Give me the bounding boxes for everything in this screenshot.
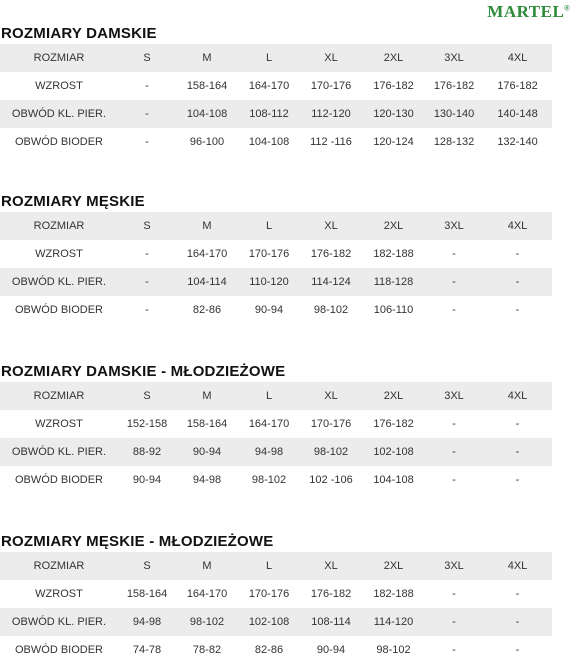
size-value-cell: 128-132 (433, 136, 475, 148)
size-value-cell: 182-188 (373, 248, 414, 260)
size-value-cell: 112 -116 (310, 136, 352, 148)
size-value-cell: 108-112 (238, 100, 300, 128)
size-value-cell: - (515, 644, 520, 656)
size-chart-section (0, 192, 552, 324)
size-value-cell: 164-170 (186, 248, 228, 260)
size-value-cell: 130-140 (425, 100, 483, 128)
size-value-cell: 170-176 (310, 80, 352, 92)
size-value-cell: 98-102 (376, 644, 411, 656)
size-header-cell: 4XL (483, 44, 552, 72)
size-value-cell: 90-94 (176, 438, 238, 466)
size-header-cell: 4XL (483, 382, 552, 410)
table-row (0, 128, 552, 156)
size-value-cell: 152-158 (126, 418, 168, 430)
table-row (0, 410, 552, 438)
size-value-cell: 114-124 (300, 268, 362, 296)
size-value-cell: 94-98 (238, 438, 300, 466)
size-value-cell: 104-108 (373, 474, 414, 486)
row-label: ROZMIAR (0, 212, 118, 240)
size-table (0, 552, 552, 664)
size-header-cell: 2XL (362, 44, 425, 72)
size-value-cell: - (515, 248, 520, 260)
row-label: ROZMIAR (0, 44, 118, 72)
size-value-cell: 176-182 (310, 248, 352, 260)
size-value-cell: 140-148 (483, 100, 552, 128)
row-label: WZROST (35, 80, 83, 92)
size-value-cell: 98-102 (313, 304, 349, 316)
size-value-cell: 112-120 (300, 100, 362, 128)
size-header-cell: 3XL (425, 212, 483, 240)
row-label: ROZMIAR (0, 382, 118, 410)
size-header-cell: M (176, 382, 238, 410)
size-value-cell: 90-94 (316, 644, 346, 656)
table-row (0, 580, 552, 608)
size-value-cell: 120-124 (373, 136, 414, 148)
size-value-cell: 90-94 (132, 474, 162, 486)
size-value-cell: 182-188 (373, 588, 414, 600)
size-chart-section (0, 532, 552, 664)
table-row (0, 100, 552, 128)
size-header-cell: 3XL (425, 552, 483, 580)
size-header-cell: L (238, 552, 300, 580)
size-value-cell: 90-94 (254, 304, 284, 316)
size-table (0, 382, 552, 494)
size-value-cell: - (145, 136, 149, 148)
size-value-cell: - (425, 608, 483, 636)
section-title: ROZMIARY DAMSKIE - MŁODZIEŻOWE (1, 363, 286, 380)
size-value-cell: 104-108 (248, 136, 290, 148)
size-header-cell: 2XL (362, 382, 425, 410)
size-value-cell: 98-102 (176, 608, 238, 636)
size-value-cell: 82-86 (192, 304, 222, 316)
size-value-cell: 74-78 (132, 644, 162, 656)
row-label: OBWÓD BIODER (14, 304, 103, 316)
size-value-cell: 170-176 (310, 418, 352, 430)
size-header-cell: 3XL (425, 44, 483, 72)
size-value-cell: 176-182 (310, 588, 352, 600)
size-header-cell: S (118, 382, 176, 410)
row-label: OBWÓD BIODER (14, 474, 103, 486)
size-header-cell: XL (300, 382, 362, 410)
size-value-cell: - (515, 418, 520, 430)
table-header-row (0, 382, 552, 410)
table-header-row (0, 44, 552, 72)
size-value-cell: 118-128 (362, 268, 425, 296)
size-value-cell: - (483, 608, 552, 636)
brand-logo (487, 2, 570, 22)
section-title: ROZMIARY MĘSKIE - MŁODZIEŻOWE (1, 533, 274, 550)
table-row (0, 466, 552, 494)
size-value-cell: - (452, 248, 456, 260)
brand-logo-text: MARTEL (487, 2, 565, 21)
section-title: ROZMIARY MĘSKIE (1, 193, 145, 210)
size-value-cell: 158-164 (186, 80, 228, 92)
row-label: OBWÓD BIODER (14, 136, 103, 148)
size-value-cell: 158-164 (186, 418, 228, 430)
size-value-cell: 98-102 (300, 438, 362, 466)
size-value-cell: 102 -106 (309, 474, 353, 486)
size-header-cell: 4XL (483, 212, 552, 240)
size-value-cell: - (515, 304, 520, 316)
size-value-cell: 94-98 (118, 608, 176, 636)
size-value-cell: 98-102 (251, 474, 287, 486)
size-value-cell: 132-140 (497, 136, 538, 148)
table-row (0, 296, 552, 324)
size-value-cell: - (118, 268, 176, 296)
size-value-cell: - (425, 438, 483, 466)
size-value-cell: 82-86 (254, 644, 284, 656)
row-label: WZROST (35, 588, 83, 600)
row-label: OBWÓD BIODER (14, 644, 103, 656)
size-value-cell: - (145, 304, 149, 316)
size-value-cell: 106-110 (373, 304, 414, 316)
size-value-cell: - (483, 438, 552, 466)
size-value-cell: 96-100 (189, 136, 225, 148)
size-value-cell: 176-182 (373, 418, 414, 430)
size-value-cell: 108-114 (300, 608, 362, 636)
size-value-cell: - (145, 248, 149, 260)
size-value-cell: 176-182 (373, 80, 414, 92)
size-value-cell: - (145, 80, 149, 92)
size-value-cell: - (425, 268, 483, 296)
size-value-cell: 176-182 (497, 80, 538, 92)
table-row (0, 268, 552, 296)
size-value-cell: 158-164 (126, 588, 168, 600)
size-header-cell: 4XL (483, 552, 552, 580)
size-value-cell: - (483, 268, 552, 296)
size-header-cell: S (118, 212, 176, 240)
size-value-cell: 78-82 (192, 644, 222, 656)
size-value-cell: - (515, 588, 520, 600)
size-chart-section (0, 24, 552, 156)
size-value-cell: 164-170 (248, 80, 290, 92)
size-value-cell: 110-120 (238, 268, 300, 296)
size-header-cell: XL (300, 552, 362, 580)
section-title: ROZMIARY DAMSKIE (1, 25, 157, 42)
size-value-cell: - (452, 644, 456, 656)
size-header-cell: S (118, 44, 176, 72)
table-row (0, 438, 552, 466)
size-header-cell: 3XL (425, 382, 483, 410)
size-value-cell: 104-108 (176, 100, 238, 128)
table-row (0, 240, 552, 268)
size-value-cell: 176-182 (433, 80, 475, 92)
row-label: OBWÓD KL. PIER. (0, 100, 118, 128)
size-value-cell: 170-176 (248, 248, 290, 260)
size-value-cell: 104-114 (176, 268, 238, 296)
size-header-cell: 2XL (362, 212, 425, 240)
table-row (0, 608, 552, 636)
size-value-cell: - (118, 100, 176, 128)
size-value-cell: 120-130 (362, 100, 425, 128)
size-table (0, 44, 552, 156)
size-chart-section (0, 362, 552, 494)
table-row (0, 636, 552, 664)
size-header-cell: XL (300, 212, 362, 240)
row-label: WZROST (35, 418, 83, 430)
row-label: OBWÓD KL. PIER. (0, 268, 118, 296)
size-value-cell: - (515, 474, 520, 486)
row-label: OBWÓD KL. PIER. (0, 608, 118, 636)
size-value-cell: 164-170 (186, 588, 228, 600)
row-label: WZROST (35, 248, 83, 260)
size-header-cell: M (176, 552, 238, 580)
size-header-cell: S (118, 552, 176, 580)
size-value-cell: 88-92 (118, 438, 176, 466)
size-header-cell: 2XL (362, 552, 425, 580)
size-header-cell: M (176, 44, 238, 72)
row-label: OBWÓD KL. PIER. (0, 438, 118, 466)
table-header-row (0, 212, 552, 240)
size-value-cell: - (452, 588, 456, 600)
table-header-row (0, 552, 552, 580)
size-table (0, 212, 552, 324)
size-value-cell: 114-120 (362, 608, 425, 636)
size-value-cell: - (452, 304, 456, 316)
table-row (0, 72, 552, 100)
size-value-cell: 102-108 (362, 438, 425, 466)
size-value-cell: 170-176 (248, 588, 290, 600)
registered-mark: ® (564, 5, 570, 13)
size-header-cell: L (238, 382, 300, 410)
size-value-cell: 102-108 (238, 608, 300, 636)
size-header-cell: L (238, 44, 300, 72)
size-header-cell: L (238, 212, 300, 240)
size-value-cell: - (452, 418, 456, 430)
size-value-cell: - (452, 474, 456, 486)
size-header-cell: XL (300, 44, 362, 72)
size-value-cell: 94-98 (192, 474, 222, 486)
row-label: ROZMIAR (0, 552, 118, 580)
size-value-cell: 164-170 (248, 418, 290, 430)
size-header-cell: M (176, 212, 238, 240)
